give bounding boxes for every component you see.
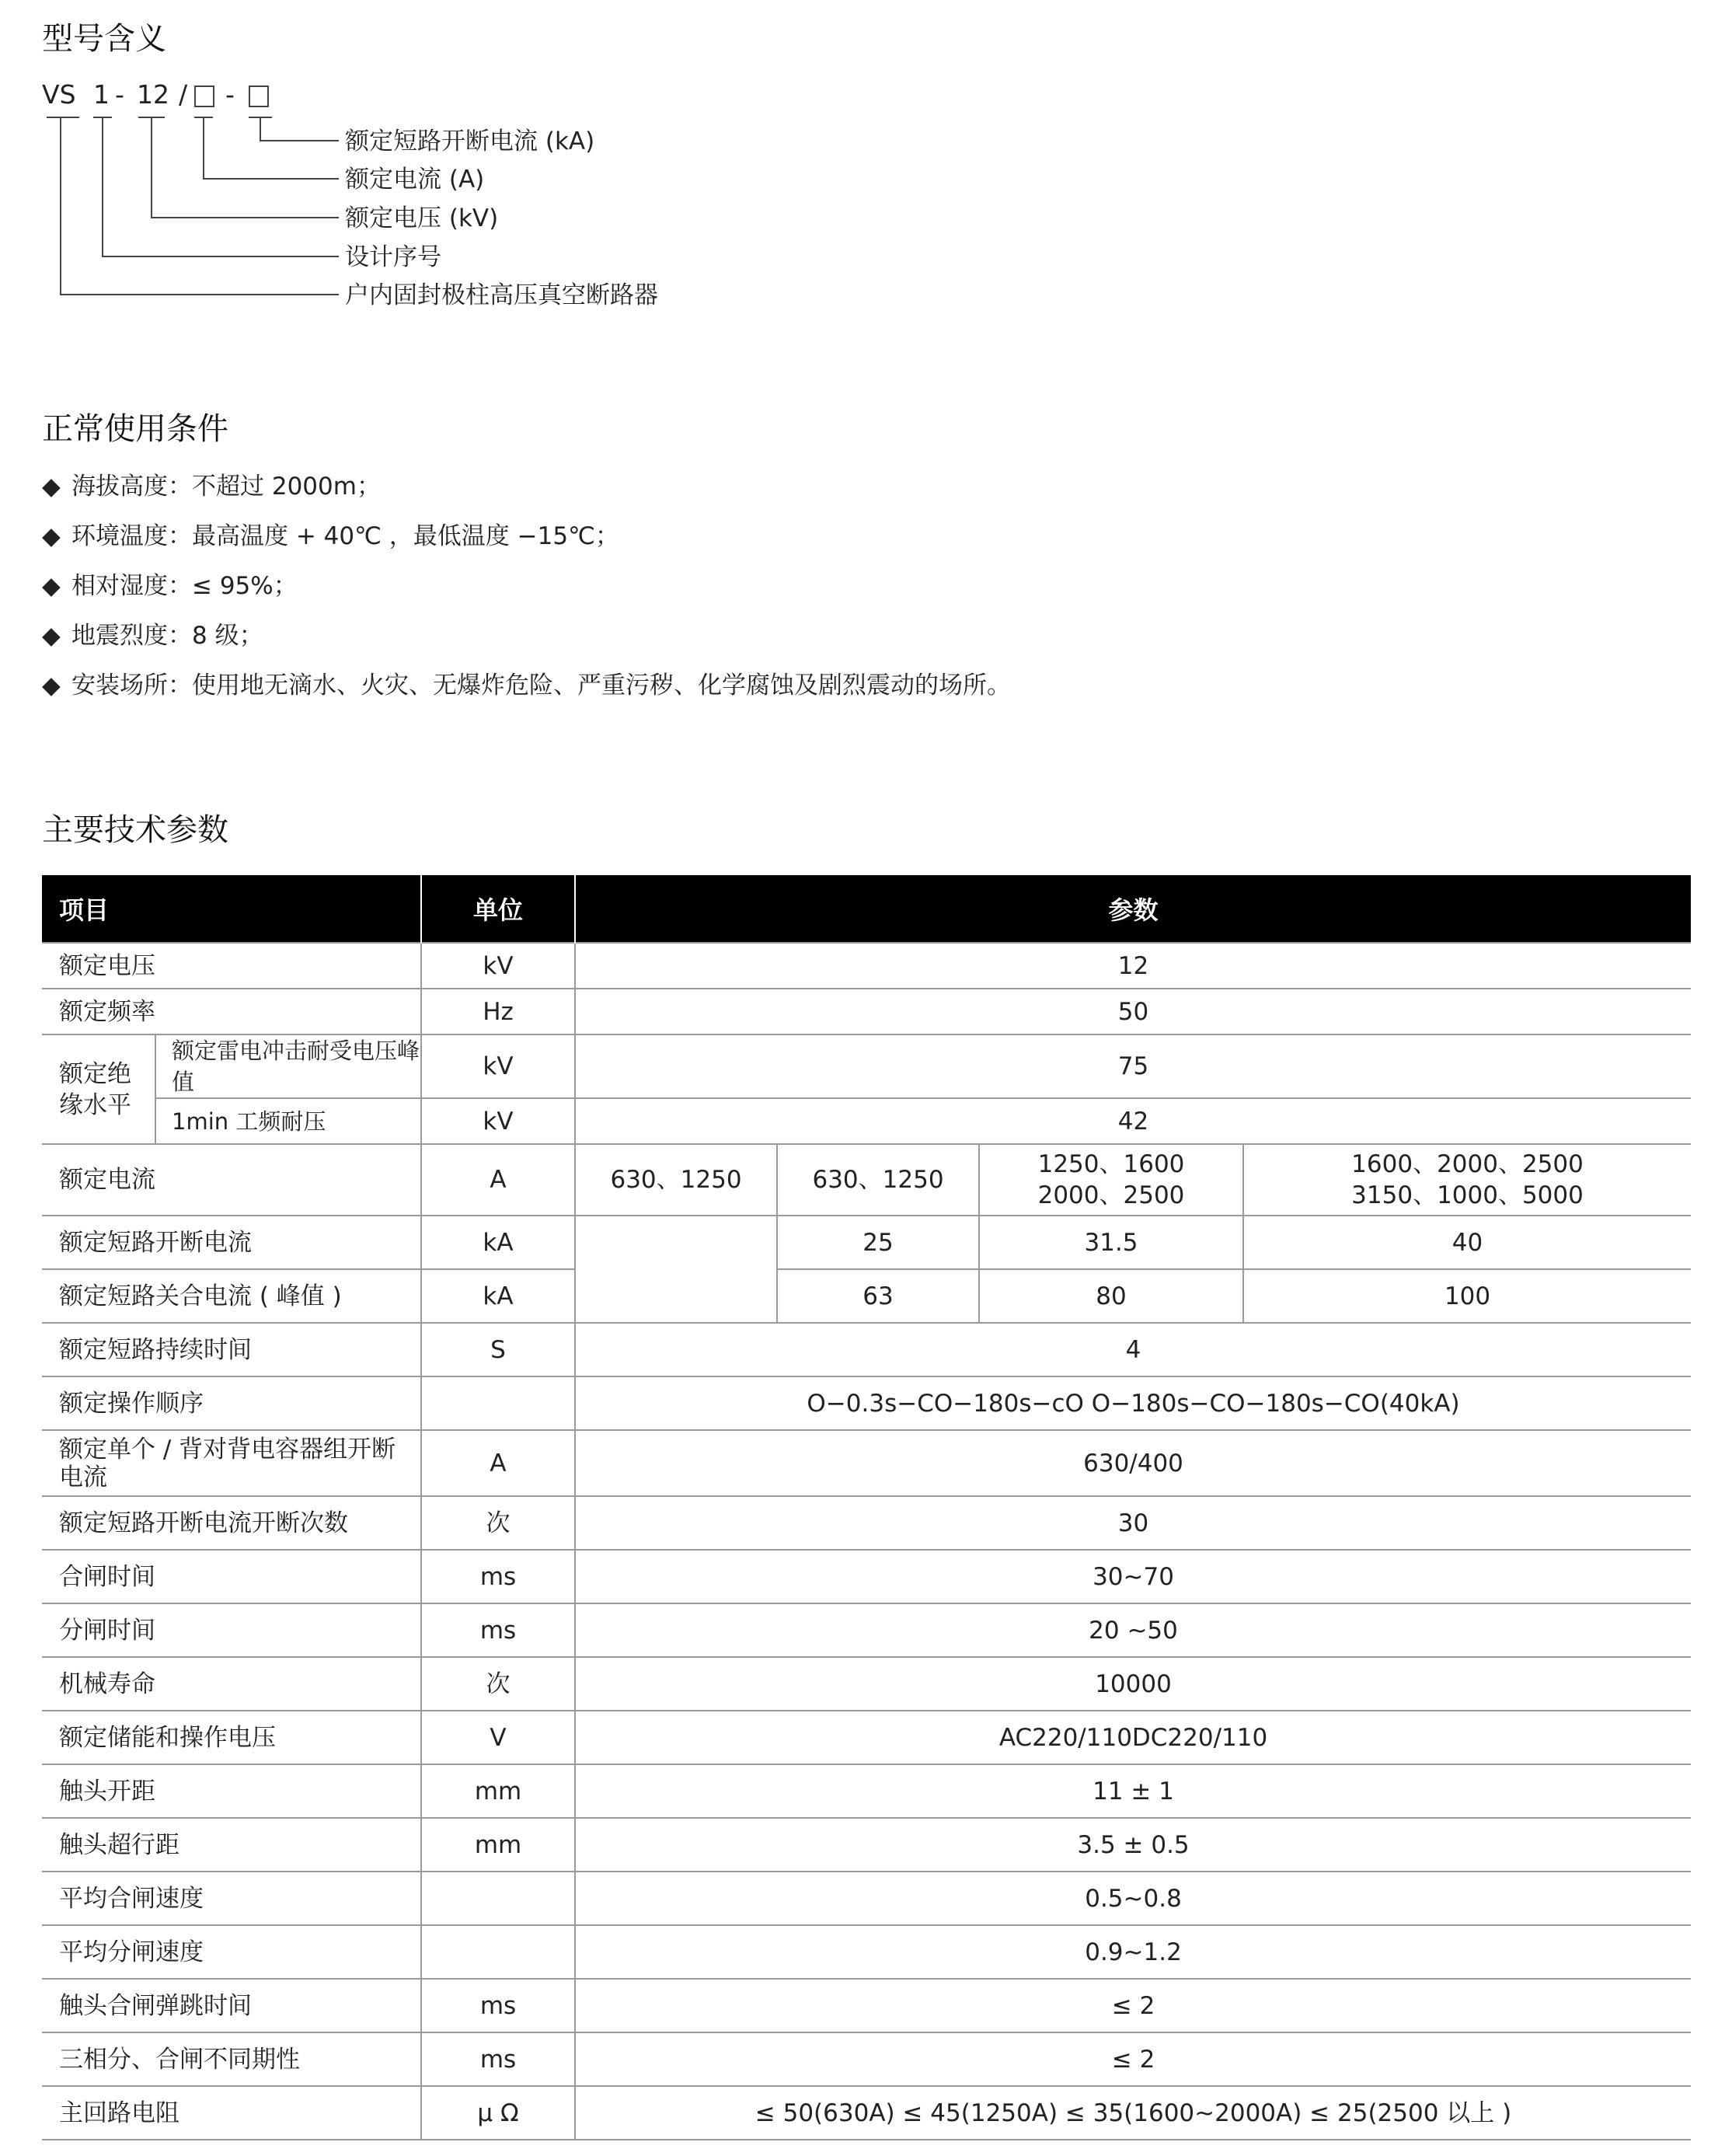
condition-item bbox=[42, 519, 619, 553]
table-row bbox=[42, 989, 1691, 1034]
row-value-col2: 63 bbox=[777, 1269, 979, 1323]
row-value-col2: 630、1250 bbox=[777, 1144, 979, 1216]
row-unit: kV bbox=[421, 943, 575, 989]
row-item: 机械寿命 bbox=[42, 1657, 421, 1711]
row-value: 11 ± 1 bbox=[575, 1764, 1691, 1818]
row-item: 额定操作顺序 bbox=[42, 1376, 421, 1430]
condition-item bbox=[42, 569, 298, 603]
row-value-col4: 100 bbox=[1243, 1269, 1691, 1323]
current-placeholder-box bbox=[194, 85, 214, 107]
condition-item bbox=[42, 668, 1011, 703]
legend-breaker-type: 户内固封极柱高压真空断路器 bbox=[345, 281, 658, 309]
table-row bbox=[42, 1269, 1691, 1323]
table-row bbox=[42, 1034, 1691, 1098]
table-row bbox=[42, 1323, 1691, 1376]
row-value: 10000 bbox=[575, 1657, 1691, 1711]
model-code-voltage: 12 bbox=[137, 79, 169, 110]
row-subitem: 额定雷电冲击耐受电压峰值 bbox=[155, 1034, 421, 1098]
row-unit: ms bbox=[421, 1550, 575, 1603]
row-item: 三相分、合闸不同期性 bbox=[42, 2032, 421, 2086]
breaking-current-placeholder-box bbox=[249, 85, 269, 107]
row-item-line: 额定单个 / 背对背电容器组开断 bbox=[59, 1435, 396, 1463]
spec-table bbox=[42, 875, 1691, 2140]
legend-breaking-current: 额定短路开断电流 (kA) bbox=[345, 127, 595, 155]
table-header-row bbox=[42, 875, 1691, 943]
model-code-design: 1 bbox=[93, 79, 110, 110]
model-code-dash: - bbox=[225, 79, 235, 110]
row-unit bbox=[421, 1376, 575, 1430]
condition-text: 地震烈度：8 级； bbox=[71, 622, 263, 650]
row-item: 额定短路开断电流开断次数 bbox=[42, 1496, 421, 1550]
row-item: 平均合闸速度 bbox=[42, 1872, 421, 1925]
row-unit: ms bbox=[421, 2032, 575, 2086]
row-item: 额定电压 bbox=[42, 943, 421, 989]
table-row bbox=[42, 1430, 1691, 1496]
model-code-vs: VS bbox=[42, 79, 76, 110]
legend-rated-voltage: 额定电压 (kV) bbox=[345, 204, 499, 232]
diamond-bullet-icon: ◆ bbox=[42, 622, 61, 650]
row-unit: A bbox=[421, 1144, 575, 1216]
row-unit: Hz bbox=[421, 989, 575, 1034]
row-value: 12 bbox=[575, 943, 1691, 989]
table-row bbox=[42, 2032, 1691, 2086]
row-item-line: 缘水平 bbox=[59, 1090, 131, 1119]
row-value: 30 bbox=[575, 1496, 1691, 1550]
table-row bbox=[42, 2086, 1691, 2140]
row-value: AC220/110DC220/110 bbox=[575, 1711, 1691, 1764]
row-unit: ms bbox=[421, 1979, 575, 2032]
row-unit: kV bbox=[421, 1098, 575, 1144]
row-item: 额定储能和操作电压 bbox=[42, 1711, 421, 1764]
condition-text: 海拔高度：不超过 2000m； bbox=[71, 473, 381, 501]
row-item: 触头合闸弹跳时间 bbox=[42, 1979, 421, 2032]
row-value: 0.9~1.2 bbox=[575, 1925, 1691, 1979]
row-item: 额定电流 bbox=[42, 1144, 421, 1216]
row-unit: μ Ω bbox=[421, 2086, 575, 2140]
row-item: 合闸时间 bbox=[42, 1550, 421, 1603]
row-unit: V bbox=[421, 1711, 575, 1764]
row-unit: mm bbox=[421, 1818, 575, 1872]
row-value: ≤ 50(630A) ≤ 45(1250A) ≤ 35(1600~2000A) ≤ 25(2500 以上 ) bbox=[575, 2086, 1691, 2140]
row-value: ≤ 2 bbox=[575, 1979, 1691, 2032]
row-item: 额定短路关合电流 ( 峰值 ) bbox=[42, 1269, 421, 1323]
row-unit: 次 bbox=[421, 1657, 575, 1711]
table-row bbox=[42, 1496, 1691, 1550]
row-value-col1 bbox=[575, 1216, 777, 1323]
row-unit: 次 bbox=[421, 1496, 575, 1550]
table-row bbox=[42, 1098, 1691, 1144]
row-value-col4 bbox=[1243, 1144, 1691, 1216]
row-item-insulation bbox=[42, 1034, 155, 1144]
row-item-line: 电流 bbox=[59, 1463, 107, 1491]
row-unit: ms bbox=[421, 1603, 575, 1657]
table-row bbox=[42, 1144, 1691, 1216]
row-item: 分闸时间 bbox=[42, 1603, 421, 1657]
row-value-line: 1600、2000、2500 bbox=[1351, 1150, 1584, 1178]
condition-text: 相对湿度：≤ 95%； bbox=[71, 572, 298, 600]
row-value-line: 2000、2500 bbox=[1037, 1181, 1185, 1209]
row-value-col3: 80 bbox=[979, 1269, 1243, 1323]
table-row bbox=[42, 943, 1691, 989]
diamond-bullet-icon: ◆ bbox=[42, 473, 61, 501]
row-unit bbox=[421, 1925, 575, 1979]
row-item: 触头开距 bbox=[42, 1764, 421, 1818]
row-value: 42 bbox=[575, 1098, 1691, 1144]
row-value-line: 3150、1000、5000 bbox=[1351, 1181, 1584, 1209]
row-item: 额定短路持续时间 bbox=[42, 1323, 421, 1376]
row-value-col4: 40 bbox=[1243, 1216, 1691, 1269]
diamond-bullet-icon: ◆ bbox=[42, 672, 61, 699]
condition-text: 环境温度：最高温度 + 40℃ ，最低温度 −15℃； bbox=[71, 522, 619, 550]
row-value-col3: 31.5 bbox=[979, 1216, 1243, 1269]
model-section-title: 型号含义 bbox=[42, 21, 166, 57]
condition-text: 安装场所：使用地无滴水、火灾、无爆炸危险、严重污秽、化学腐蚀及剧烈震动的场所。 bbox=[71, 672, 1011, 699]
row-item bbox=[42, 1430, 421, 1496]
row-value: O−0.3s−CO−180s−cO O−180s−CO−180s−CO(40kA) bbox=[575, 1376, 1691, 1430]
diamond-bullet-icon: ◆ bbox=[42, 572, 61, 600]
row-item-line: 额定绝 bbox=[59, 1059, 131, 1088]
params-section-title: 主要技术参数 bbox=[42, 812, 228, 848]
row-item: 主回路电阻 bbox=[42, 2086, 421, 2140]
condition-item bbox=[42, 619, 263, 653]
row-value: ≤ 2 bbox=[575, 2032, 1691, 2086]
row-value-col2: 25 bbox=[777, 1216, 979, 1269]
header-param: 参数 bbox=[575, 875, 1691, 943]
row-value-col1: 630、1250 bbox=[575, 1144, 777, 1216]
legend-design-number: 设计序号 bbox=[345, 243, 441, 271]
model-code-slash: / bbox=[179, 79, 188, 110]
row-value: 0.5~0.8 bbox=[575, 1872, 1691, 1925]
diamond-bullet-icon: ◆ bbox=[42, 522, 61, 550]
condition-item bbox=[42, 469, 381, 504]
row-item: 平均分闸速度 bbox=[42, 1925, 421, 1979]
model-code-connector-lines bbox=[0, 109, 357, 311]
row-unit: kA bbox=[421, 1216, 575, 1269]
row-unit: kA bbox=[421, 1269, 575, 1323]
header-item: 项目 bbox=[42, 875, 421, 943]
row-value: 3.5 ± 0.5 bbox=[575, 1818, 1691, 1872]
table-row bbox=[42, 1550, 1691, 1603]
row-value: 20 ~50 bbox=[575, 1603, 1691, 1657]
row-value: 630/400 bbox=[575, 1430, 1691, 1496]
row-value: 50 bbox=[575, 989, 1691, 1034]
table-row bbox=[42, 1657, 1691, 1711]
row-unit: A bbox=[421, 1430, 575, 1496]
row-item: 触头超行距 bbox=[42, 1818, 421, 1872]
row-unit: S bbox=[421, 1323, 575, 1376]
row-item: 额定短路开断电流 bbox=[42, 1216, 421, 1269]
table-row bbox=[42, 1818, 1691, 1872]
conditions-section-title: 正常使用条件 bbox=[42, 411, 228, 447]
row-unit: kV bbox=[421, 1034, 575, 1098]
table-row bbox=[42, 1216, 1691, 1269]
table-row bbox=[42, 1979, 1691, 2032]
table-row bbox=[42, 1925, 1691, 1979]
row-value: 75 bbox=[575, 1034, 1691, 1098]
row-value-line: 1250、1600 bbox=[1037, 1150, 1185, 1178]
row-subitem: 1min 工频耐压 bbox=[155, 1098, 421, 1144]
row-value: 30~70 bbox=[575, 1550, 1691, 1603]
table-row bbox=[42, 1711, 1691, 1764]
table-row bbox=[42, 1764, 1691, 1818]
row-unit: mm bbox=[421, 1764, 575, 1818]
table-row bbox=[42, 1872, 1691, 1925]
table-row bbox=[42, 1376, 1691, 1430]
legend-rated-current: 额定电流 (A) bbox=[345, 166, 485, 194]
row-unit bbox=[421, 1872, 575, 1925]
header-unit: 单位 bbox=[421, 875, 575, 943]
row-value: 4 bbox=[575, 1323, 1691, 1376]
model-code-dash: - bbox=[115, 79, 124, 110]
row-value-col3 bbox=[979, 1144, 1243, 1216]
table-row bbox=[42, 1603, 1691, 1657]
row-item: 额定频率 bbox=[42, 989, 421, 1034]
